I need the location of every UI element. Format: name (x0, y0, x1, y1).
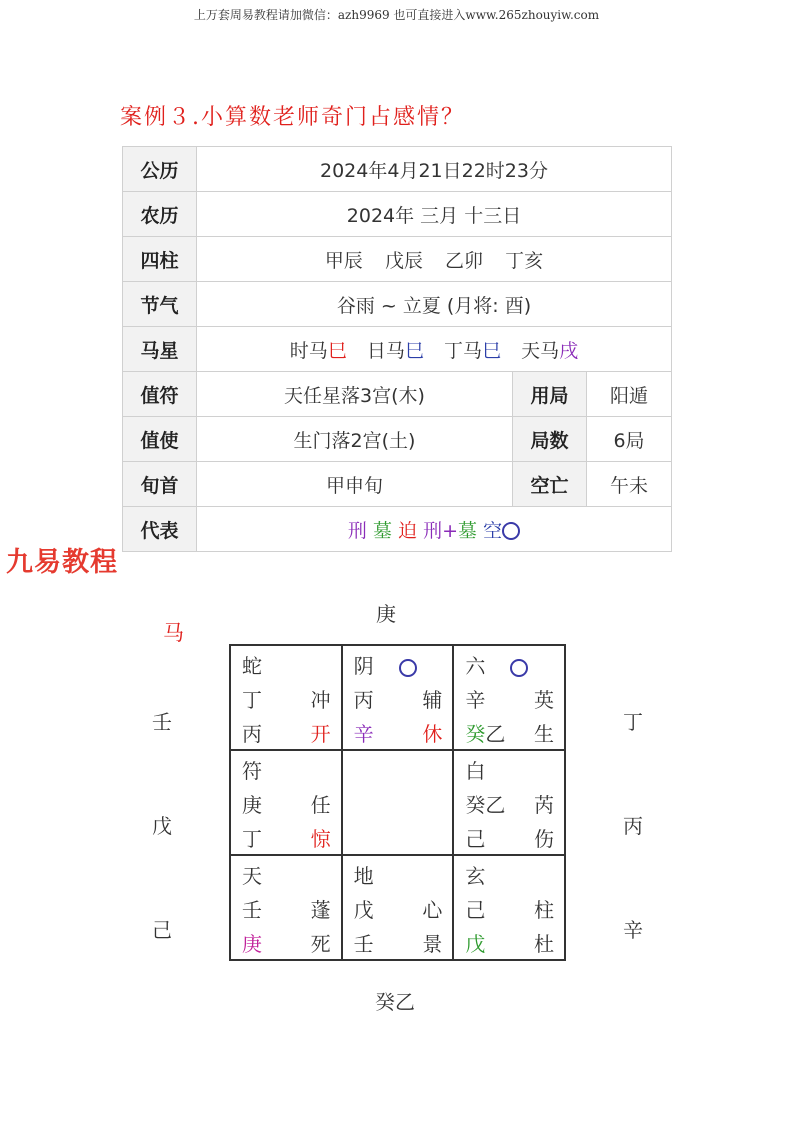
tian-stem: 丙 (353, 688, 374, 712)
label-nongli: 农历 (123, 192, 197, 237)
star: 冲 (310, 688, 331, 712)
tian-stem: 己 (465, 898, 486, 922)
star: 芮 (533, 793, 554, 817)
shima-value: 巳 (327, 339, 347, 362)
empty-circle-icon (502, 522, 520, 540)
value-sizhu (197, 237, 672, 282)
horse-marker: 马 (163, 621, 184, 645)
label-xunshou: 旬首 (123, 462, 197, 507)
door: 惊 (310, 827, 331, 851)
tian-stem: 壬 (242, 898, 262, 922)
row-gongli (123, 147, 672, 192)
shima-label: 时马 (289, 339, 328, 362)
tianma-label: 天马 (521, 339, 560, 362)
label-kongwang: 空亡 (513, 462, 587, 507)
row-zhishi (123, 417, 672, 462)
legend-xing2: 刑 (423, 519, 443, 542)
di-stem: 丙 (242, 722, 262, 746)
outside-right-top: 丁 (623, 710, 643, 734)
row-zhifu (123, 372, 672, 417)
palace-n (342, 645, 454, 750)
pillar-year: 甲辰 (324, 249, 363, 272)
label-zhishi: 值使 (123, 417, 197, 462)
door: 杜 (533, 932, 554, 956)
star: 辅 (422, 688, 443, 712)
palace-w (230, 750, 342, 855)
label-sizhu: 四柱 (123, 237, 197, 282)
pillar-month: 戊辰 (384, 249, 423, 272)
watermark: 九易教程 (6, 547, 118, 578)
label-yongju: 用局 (513, 372, 587, 417)
di-stem: 辛 (353, 722, 374, 746)
row-xunshou (123, 462, 672, 507)
palace-e (453, 750, 565, 855)
tian-stem: 庚 (242, 793, 262, 817)
di-stem: 庚 (242, 932, 262, 956)
door: 伤 (533, 827, 554, 851)
di-stem (465, 724, 505, 744)
di-stem: 丁 (242, 827, 262, 851)
kong-circle-icon (399, 656, 417, 677)
god: 地 (353, 864, 374, 888)
star: 蓬 (310, 898, 331, 922)
label-jushu: 局数 (513, 417, 587, 462)
value-kongwang: 午未 (587, 462, 672, 507)
rima-value: 巳 (404, 339, 424, 362)
tianma-value: 戌 (559, 339, 579, 362)
god: 六 (465, 654, 486, 678)
qimen-grid (229, 644, 566, 961)
value-jushu: 6局 (587, 417, 672, 462)
palace-center (342, 750, 454, 855)
row-maxing (123, 327, 672, 372)
value-zhishi: 生门落2宫(土) (197, 417, 513, 462)
outside-left-top: 壬 (152, 710, 172, 734)
rima-label: 日马 (366, 339, 405, 362)
value-daibiao (197, 507, 672, 552)
door: 开 (310, 722, 331, 746)
legend-mu2: 墓 (458, 519, 478, 542)
value-xunshou: 甲申旬 (197, 462, 513, 507)
outside-top: 庚 (376, 602, 396, 626)
god: 白 (465, 759, 486, 783)
info-table (122, 146, 672, 552)
door: 休 (422, 722, 443, 746)
value-gongli: 2024年4月21日22时23分 (197, 147, 672, 192)
outside-right-mid: 丙 (623, 814, 643, 838)
tian-stem: 辛 (465, 688, 486, 712)
label-maxing: 马星 (123, 327, 197, 372)
legend-mu: 墓 (372, 519, 392, 542)
value-zhifu: 天任星落3宫(木) (197, 372, 513, 417)
dingma-value: 巳 (482, 339, 502, 362)
legend-po: 迫 (398, 519, 418, 542)
star: 英 (533, 688, 554, 712)
palace-s (342, 855, 454, 960)
label-jieqi: 节气 (123, 282, 197, 327)
legend-kong: 空 (483, 519, 503, 542)
outside-bottom: 癸乙 (375, 990, 415, 1014)
case-title: 案例３.小算数老师奇门占感情？ (120, 105, 465, 130)
legend-plus: + (442, 519, 459, 542)
god: 玄 (465, 864, 486, 888)
di-stem-yi: 乙 (485, 722, 506, 746)
label-zhifu: 值符 (123, 372, 197, 417)
label-daibiao: 代表 (123, 507, 197, 552)
pillar-day: 乙卯 (445, 249, 484, 272)
row-jieqi (123, 282, 672, 327)
door: 生 (533, 722, 554, 746)
tian-stem: 戊 (353, 898, 374, 922)
row-sizhu (123, 237, 672, 282)
palace-se (453, 855, 565, 960)
value-jieqi: 谷雨 ~ 立夏 (月将: 酉) (197, 282, 672, 327)
god: 阴 (353, 654, 374, 678)
palace-ne (453, 645, 565, 750)
outside-left-mid: 戊 (152, 814, 172, 838)
tian-stem: 癸乙 (465, 793, 506, 817)
palace-nw (230, 645, 342, 750)
value-yongju: 阳遁 (587, 372, 672, 417)
di-stem: 戊 (465, 932, 486, 956)
door: 死 (310, 932, 331, 956)
value-nongli: 2024年 三月 十三日 (197, 192, 672, 237)
kong-circle-icon (510, 656, 528, 677)
row-nongli (123, 192, 672, 237)
god: 天 (242, 864, 262, 888)
star: 柱 (533, 898, 554, 922)
door: 景 (422, 932, 443, 956)
palace-sw (230, 855, 342, 960)
star: 心 (422, 898, 443, 922)
label-gongli: 公历 (123, 147, 197, 192)
value-maxing (197, 327, 672, 372)
di-stem: 壬 (353, 932, 374, 956)
star: 任 (310, 793, 331, 817)
di-stem-gui: 癸 (465, 722, 486, 746)
pillar-hour: 丁亥 (505, 249, 544, 272)
tian-stem: 丁 (242, 688, 262, 712)
row-daibiao (123, 507, 672, 552)
header-banner: 上万套周易教程请加微信：azh9969 也可直接进入www.265zhouyiw.com (193, 8, 600, 22)
outside-left-bottom: 己 (152, 918, 172, 942)
legend-xing: 刑 (347, 519, 367, 542)
god: 蛇 (242, 654, 262, 678)
dingma-label: 丁马 (444, 339, 483, 362)
di-stem: 己 (465, 827, 486, 851)
outside-right-bottom: 辛 (623, 918, 643, 942)
god: 符 (242, 759, 262, 783)
